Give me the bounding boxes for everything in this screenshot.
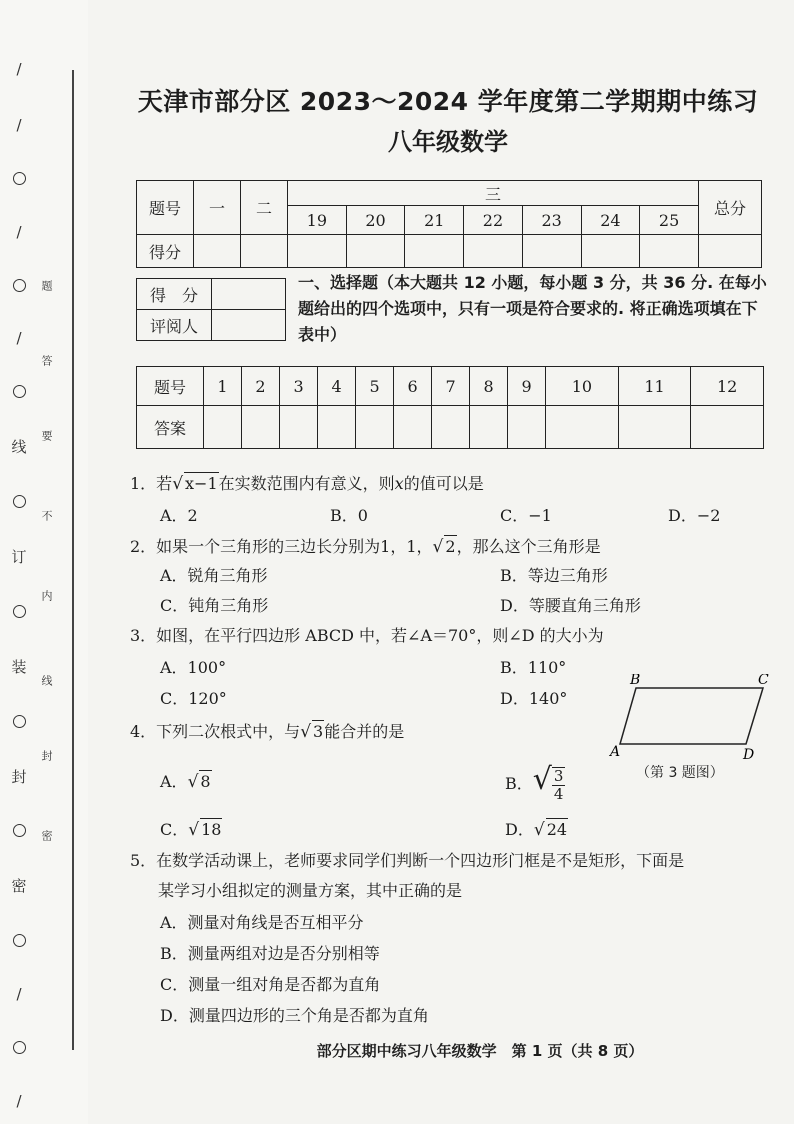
fraction-denominator: 4 [553, 784, 564, 803]
q2-prefix: 2．如果一个三角形的三边长分别为1，1， [130, 537, 433, 556]
answer-number: 12 [691, 367, 764, 406]
vertex-d-label: D [743, 747, 755, 763]
grader-score-label: 得 分 [137, 279, 212, 310]
sqrt-icon: √ [187, 772, 199, 792]
score-sub-number: 20 [346, 206, 405, 235]
score-header-label: 题号 [137, 181, 194, 235]
q2-option-b[interactable]: B．等边三角形 [500, 566, 608, 585]
q3-option-a[interactable]: A．100° [160, 658, 227, 677]
q1-suffix2: 的值可以是 [403, 474, 484, 493]
answer-number: 5 [356, 367, 394, 406]
vertex-c-label: C [758, 674, 769, 688]
binding-label: 答 [40, 355, 53, 366]
sqrt-icon: √ [432, 537, 444, 557]
binding-label: 内 [40, 590, 53, 601]
grader-score-cell[interactable] [212, 279, 286, 310]
score-cell[interactable] [288, 235, 347, 268]
binding-label: 要 [40, 430, 53, 441]
answer-cell[interactable] [470, 406, 508, 449]
q4-option-a-radicand: 8 [200, 772, 211, 791]
binding-label: 不 [40, 510, 53, 521]
score-header-total: 总分 [699, 181, 762, 235]
score-cell[interactable] [464, 235, 523, 268]
question-5-line2: 某学习小组拟定的测量方案，其中正确的是 [158, 881, 463, 900]
q5-option-b[interactable]: B．测量两组对边是否分别相等 [160, 944, 380, 963]
score-cell[interactable] [194, 235, 241, 268]
question-2 [130, 535, 601, 558]
binding-mark-xian: 线 [11, 438, 27, 457]
q1-prefix: 1．若 [130, 474, 173, 493]
score-table [136, 180, 762, 268]
score-sub-number: 23 [522, 206, 581, 235]
q4-suffix: 能合并的是 [324, 722, 405, 741]
score-cell[interactable] [581, 235, 640, 268]
q1-option-a[interactable]: A．2 [160, 506, 198, 525]
q2-suffix: ，那么这个三角形是 [456, 537, 601, 556]
q4-option-b-label: B． [505, 774, 533, 793]
grader-name-label: 评阅人 [137, 310, 212, 341]
q1-suffix: 在实数范围内有意义，则 [218, 474, 395, 493]
answer-number: 11 [618, 367, 691, 406]
q2-option-a[interactable]: A．锐角三角形 [160, 566, 268, 585]
answer-cell[interactable] [204, 406, 242, 449]
answer-cell[interactable] [691, 406, 764, 449]
q1-radicand: x−1 [185, 474, 218, 493]
answer-number: 2 [242, 367, 280, 406]
section-one-heading: 一、选择题（本大题共 12 小题，每小题 3 分，共 36 分. 在每小题给出的四个选项中，只有一项是符合要求的. 将正确选项填在下表中） [298, 273, 767, 344]
q2-option-c[interactable]: C．钝角三角形 [160, 596, 269, 615]
q4-option-a[interactable] [160, 770, 212, 793]
answer-cell[interactable] [280, 406, 318, 449]
q1-variable: x [394, 474, 404, 493]
grader-table [136, 278, 286, 341]
binding-label: 题 [40, 280, 53, 291]
answer-cell[interactable] [356, 406, 394, 449]
score-cell[interactable] [522, 235, 581, 268]
sqrt-icon: √ [172, 474, 184, 494]
score-cell[interactable] [405, 235, 464, 268]
binding-mark-zhuang: 装 [11, 657, 27, 676]
question-5-line1: 5．在数学活动课上，老师要求同学们判断一个四边形门框是不是矩形，下面是 [130, 851, 685, 870]
figure-caption: （第 3 题图） [636, 765, 724, 781]
fraction-numerator: 3 [553, 766, 564, 785]
q4-option-b[interactable] [505, 760, 565, 804]
q2-option-d[interactable]: D．等腰直角三角形 [500, 596, 641, 615]
score-sub-number: 24 [581, 206, 640, 235]
score-sub-number: 22 [464, 206, 523, 235]
answer-header-label: 题号 [137, 367, 204, 406]
q1-option-c[interactable]: C．−1 [500, 506, 552, 525]
q1-option-d[interactable]: D．−2 [668, 506, 721, 525]
answer-cell[interactable] [618, 406, 691, 449]
vertex-b-label: B [630, 674, 641, 688]
score-header-part3: 三 [288, 181, 699, 206]
binding-label: 密 [40, 830, 53, 841]
answer-number: 10 [546, 367, 619, 406]
q4-option-d-label: D． [505, 820, 534, 839]
q4-option-d-radicand: 24 [546, 820, 568, 839]
q1-option-b[interactable]: B．0 [330, 506, 368, 525]
score-sub-number: 19 [288, 206, 347, 235]
answer-cell[interactable] [394, 406, 432, 449]
score-cell[interactable] [346, 235, 405, 268]
answer-number: 1 [204, 367, 242, 406]
binding-mark-feng: 封 [11, 767, 27, 786]
grader-name-cell[interactable] [212, 310, 286, 341]
vertex-a-label: A [610, 744, 621, 760]
answer-cell[interactable] [242, 406, 280, 449]
score-header-part2: 二 [241, 181, 288, 235]
score-cell[interactable] [241, 235, 288, 268]
score-sub-number: 25 [640, 206, 699, 235]
score-cell-total[interactable] [699, 235, 762, 268]
binding-dash-column: / / / / 线 订 装 封 密 / / [11, 60, 27, 1110]
answer-cell[interactable] [318, 406, 356, 449]
q4-prefix: 4．下列二次根式中，与 [130, 722, 301, 741]
q5-option-d[interactable]: D．测量四边形的三个角是否都为直角 [160, 1006, 429, 1025]
score-sub-number: 21 [405, 206, 464, 235]
q4-option-b-fraction [552, 767, 566, 803]
question-1 [130, 472, 484, 495]
binding-label: 封 [40, 750, 53, 761]
q4-radicand: 3 [313, 722, 324, 741]
q4-option-d[interactable] [505, 818, 568, 841]
answer-cell[interactable] [508, 406, 546, 449]
q3-option-d[interactable]: D．140° [500, 689, 568, 708]
question-3: 3．如图，在平行四边形 ABCD 中，若∠A＝70°，则∠D 的大小为 [130, 626, 604, 645]
sqrt-icon: √ [188, 820, 200, 840]
q3-option-c[interactable]: C．120° [160, 689, 227, 708]
q3-option-b[interactable]: B．110° [500, 658, 567, 677]
binding-mark-ding: 订 [11, 548, 27, 567]
q4-option-c[interactable] [160, 818, 222, 841]
answer-number: 6 [394, 367, 432, 406]
answer-number: 4 [318, 367, 356, 406]
exam-subtitle: 八年级数学 [388, 128, 508, 156]
sqrt-icon: √ [533, 820, 545, 840]
question-4 [130, 720, 404, 743]
q4-option-c-label: C． [160, 820, 189, 839]
answer-number: 9 [508, 367, 546, 406]
page-footer: 部分区期中练习八年级数学 第 1 页（共 8 页） [316, 1042, 644, 1060]
answer-number: 7 [432, 367, 470, 406]
binding-mark-mi: 密 [11, 877, 27, 896]
score-row-label: 得分 [137, 235, 194, 268]
answer-table [136, 366, 764, 449]
answer-cell[interactable] [546, 406, 619, 449]
parallelogram-shape [620, 688, 763, 744]
exam-title: 天津市部分区 2023～2024 学年度第二学期期中练习 [137, 87, 759, 116]
sqrt-icon: √ [532, 762, 552, 797]
answer-cell[interactable] [432, 406, 470, 449]
answer-number: 3 [280, 367, 318, 406]
parallelogram-figure [608, 674, 778, 764]
answer-number: 8 [470, 367, 508, 406]
sqrt-icon: √ [300, 722, 312, 742]
binding-label: 线 [40, 675, 53, 686]
q5-option-a[interactable]: A．测量对角线是否互相平分 [160, 913, 364, 932]
score-cell[interactable] [640, 235, 699, 268]
q5-option-c[interactable]: C．测量一组对角是否都为直角 [160, 975, 381, 994]
answer-row-label: 答案 [137, 406, 204, 449]
q4-option-a-label: A． [160, 772, 188, 791]
q4-option-c-radicand: 18 [201, 820, 222, 839]
score-header-part1: 一 [194, 181, 241, 235]
q2-radicand: 2 [445, 537, 456, 556]
